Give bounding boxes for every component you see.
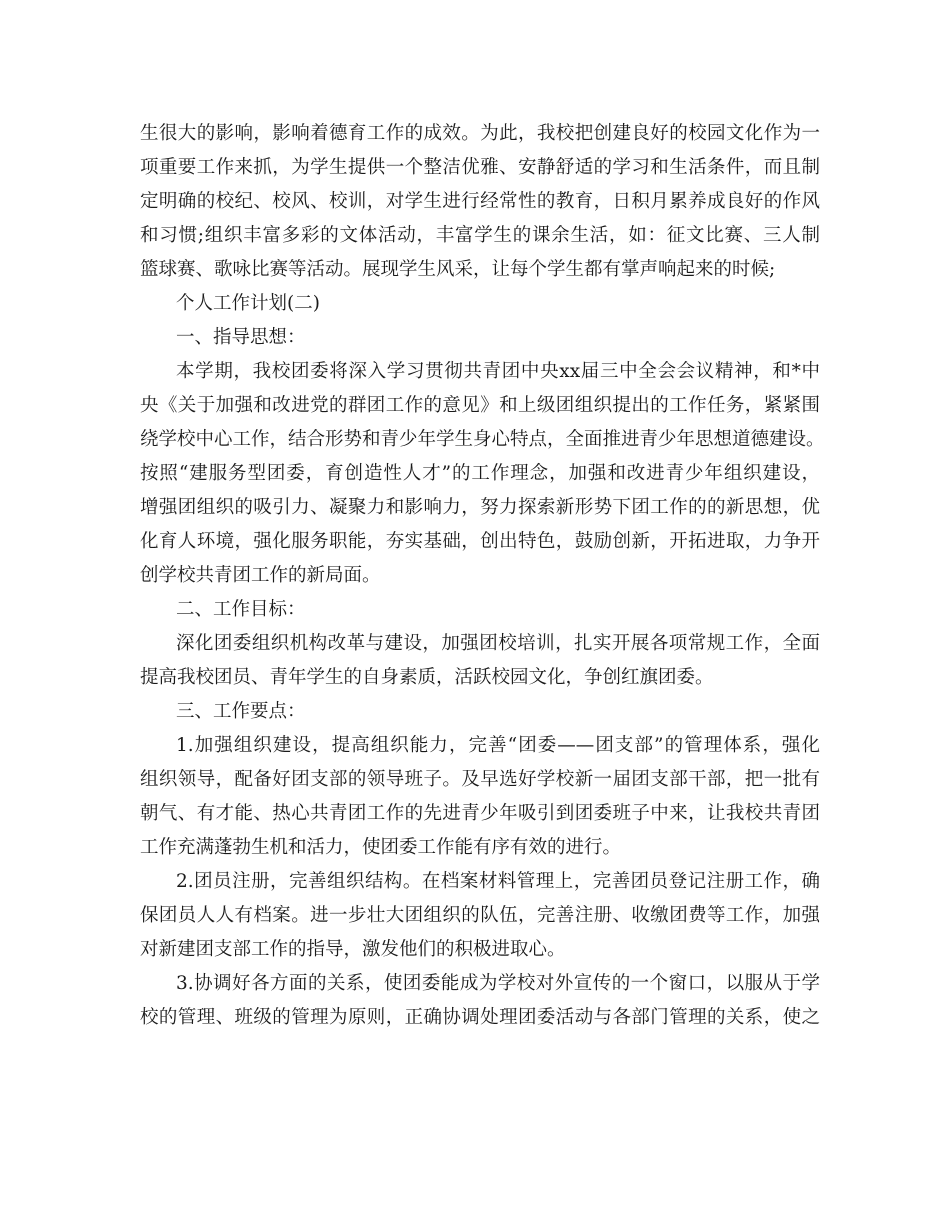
text-line: 朝气、有才能、热心共青团工作的先进青少年吸引到团委班子中来，让我校共青团 — [140, 803, 820, 824]
text-line: 1.加强组织建设，提高组织能力，完善“团委——团支部”的管理体系，强化 — [176, 735, 820, 756]
section-heading: 二、工作目标： — [176, 599, 306, 620]
text-line: 项重要工作来抓，为学生提供一个整洁优雅、安静舒适的学习和生活条件，而且制 — [140, 157, 820, 178]
text-line: 增强团组织的吸引力、凝聚力和影响力，努力探索新形势下团工作的的新思想，优 — [140, 497, 820, 518]
section-heading: 一、指导思想： — [176, 327, 306, 348]
text-line: 工作充满蓬勃生机和活力，使团委工作能有序有效的进行。 — [140, 837, 622, 858]
text-line: 按照“建服务型团委，育创造性人才”的工作理念，加强和改进青少年组织建设， — [140, 463, 820, 484]
text-line: 定明确的校纪、校风、校训，对学生进行经常性的教育，日积月累养成良好的作风 — [140, 191, 820, 212]
text-line: 组织领导，配备好团支部的领导班子。及早选好学校新一届团支部干部，把一批有 — [140, 769, 820, 790]
text-line: 和习惯;组织丰富多彩的文体活动，丰富学生的课余生活，如：征文比赛、三人制 — [140, 225, 820, 246]
text-line: 创学校共青团工作的新局面。 — [140, 565, 381, 586]
text-line: 本学期，我校团委将深入学习贯彻共青团中央xx届三中全会会议精神，和*中 — [176, 361, 820, 382]
text-line: 3.协调好各方面的关系，使团委能成为学校对外宣传的一个窗口，以服从于学 — [176, 973, 820, 994]
text-line: 保团员人人有档案。进一步壮大团组织的队伍，完善注册、收缴团费等工作，加强 — [140, 905, 820, 926]
text-line: 深化团委组织机构改革与建设，加强团校培训，扎实开展各项常规工作，全面 — [176, 633, 820, 654]
text-line: 化育人环境，强化服务职能，夯实基础，创出特色，鼓励创新，开拓进取，力争开 — [140, 531, 820, 552]
text-line: 生很大的影响，影响着德育工作的成效。为此，我校把创建良好的校园文化作为一 — [140, 123, 820, 144]
text-line: 对新建团支部工作的指导，激发他们的积极进取心。 — [140, 939, 566, 960]
text-line: 绕学校中心工作，结合形势和青少年学生身心特点，全面推进青少年思想道德建设。 — [140, 429, 825, 450]
section-heading: 三、工作要点： — [176, 701, 306, 722]
document-body — [140, 117, 825, 1035]
text-line: 校的管理、班级的管理为原则，正确协调处理团委活动与各部门管理的关系，使之 — [140, 1007, 820, 1028]
section-title: 个人工作计划(二) — [176, 293, 320, 314]
text-line: 提高我校团员、青年学生的自身素质，活跃校园文化，争创红旗团委。 — [140, 667, 714, 688]
text-line: 篮球赛、歌咏比赛等活动。展现学生风采，让每个学生都有掌声响起来的时候; — [140, 259, 776, 280]
text-line: 央《关于加强和改进党的群团工作的意见》和上级团组织提出的工作任务，紧紧围 — [140, 395, 820, 416]
text-line: 2.团员注册，完善组织结构。在档案材料管理上，完善团员登记注册工作，确 — [176, 871, 820, 892]
